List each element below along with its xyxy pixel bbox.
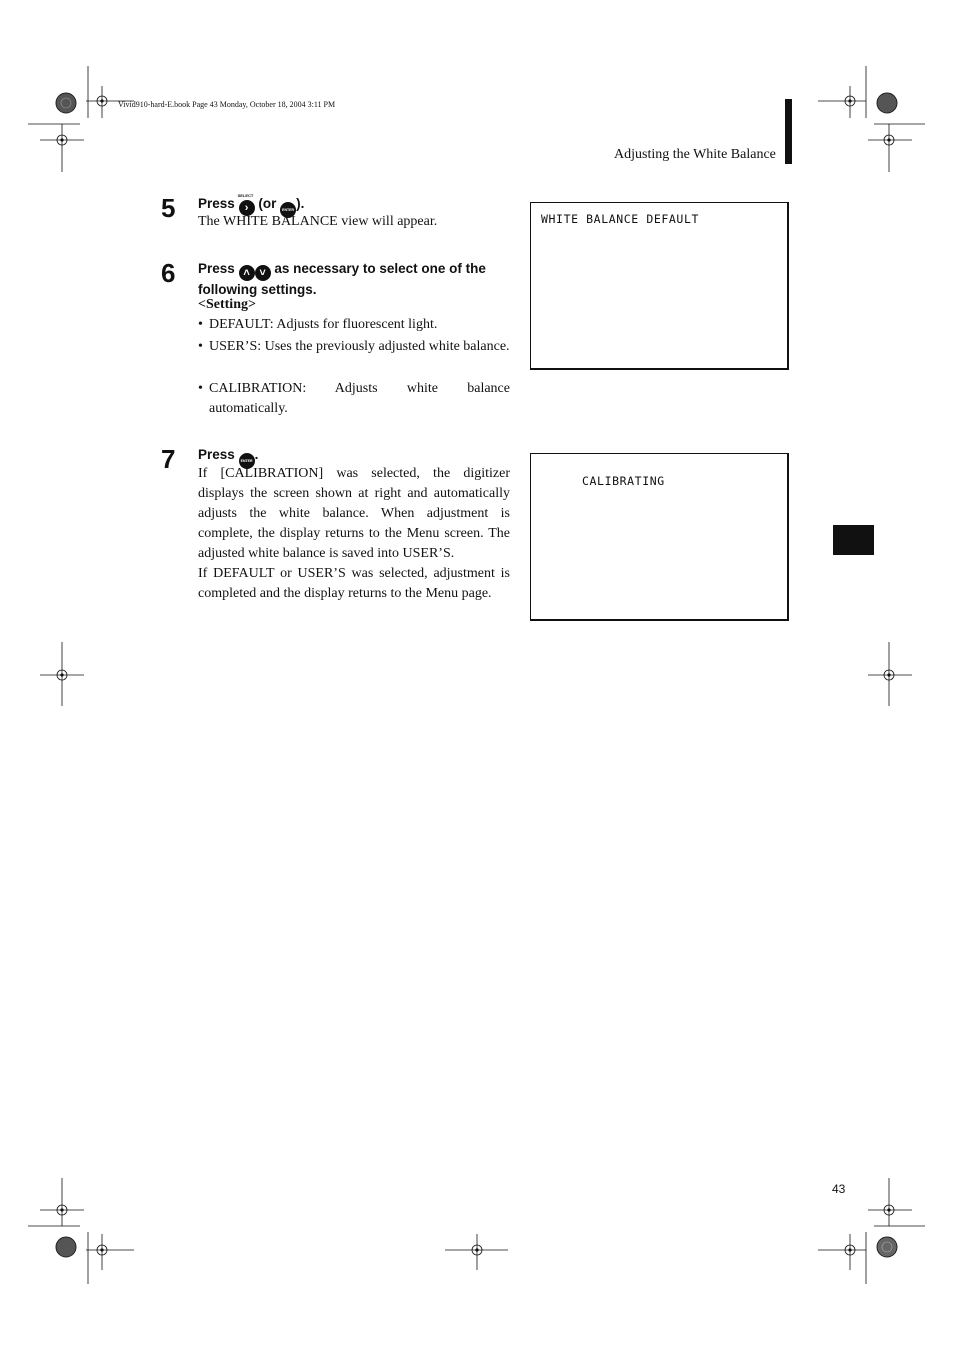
select-right-button-icon: › SELECT — [239, 200, 255, 216]
book-info: Vivid910-hard-E.book Page 43 Monday, October 18, 2004 3:11 PM — [118, 100, 336, 109]
page-number: 43 — [832, 1182, 846, 1196]
up-arrow-button-icon: ˄ — [239, 265, 255, 281]
calibrating-screen — [530, 453, 789, 621]
select-label: SELECT — [237, 193, 254, 198]
enter-button-icon: ENTER — [239, 453, 255, 469]
header-title: Adjusting the White Balance — [614, 147, 776, 162]
chapter-tab — [833, 525, 874, 555]
step-7-number: 7 — [161, 444, 176, 474]
step-6-number: 6 — [161, 258, 176, 288]
white-balance-screen-text: WHITE BALANCE DEFAULT — [541, 212, 699, 226]
white-balance-screen — [530, 202, 789, 370]
header-bar — [785, 99, 792, 164]
step-6-press: Press — [198, 261, 235, 276]
step-5-press: Press — [198, 196, 235, 211]
step-7-press: Press — [198, 447, 235, 462]
bullet-users: • USER’S: Uses the previously adjusted white balance. — [198, 337, 510, 357]
down-arrow-button-icon: ˅ — [255, 265, 271, 281]
step-5-number: 5 — [161, 193, 176, 223]
calibrating-screen-text: CALIBRATING — [582, 474, 665, 488]
step-7-paragraph-1: If [CALIBRATION] was selected, the digitizer displays the screen shown at right and automatically adjusts the white balance. When adjustment is complete, the display returns to the Menu screen. The adjusted white balance is saved into USER’S. — [198, 466, 510, 561]
bullet-calibration: • CALIBRATION: Adjusts white balance automatically. — [198, 379, 510, 419]
step-5-close: ). — [296, 196, 305, 211]
step-6-title-rest: as necessary to select one of the following settings. — [198, 261, 486, 297]
enter-button-icon: ENTER — [280, 202, 296, 218]
step-5-or: (or — [258, 196, 277, 211]
step-7-paragraph-2: If DEFAULT or USER’S was selected, adjustment is completed and the display returns to the Menu page. — [198, 566, 510, 601]
bullet-default: • DEFAULT: Adjusts for fluorescent light. — [198, 315, 510, 335]
step-7-end: . — [254, 447, 259, 462]
step-6-title — [198, 260, 511, 298]
step-5-text: The WHITE BALANCE view will appear. — [198, 214, 438, 229]
setting-label: <Setting> — [198, 297, 256, 312]
